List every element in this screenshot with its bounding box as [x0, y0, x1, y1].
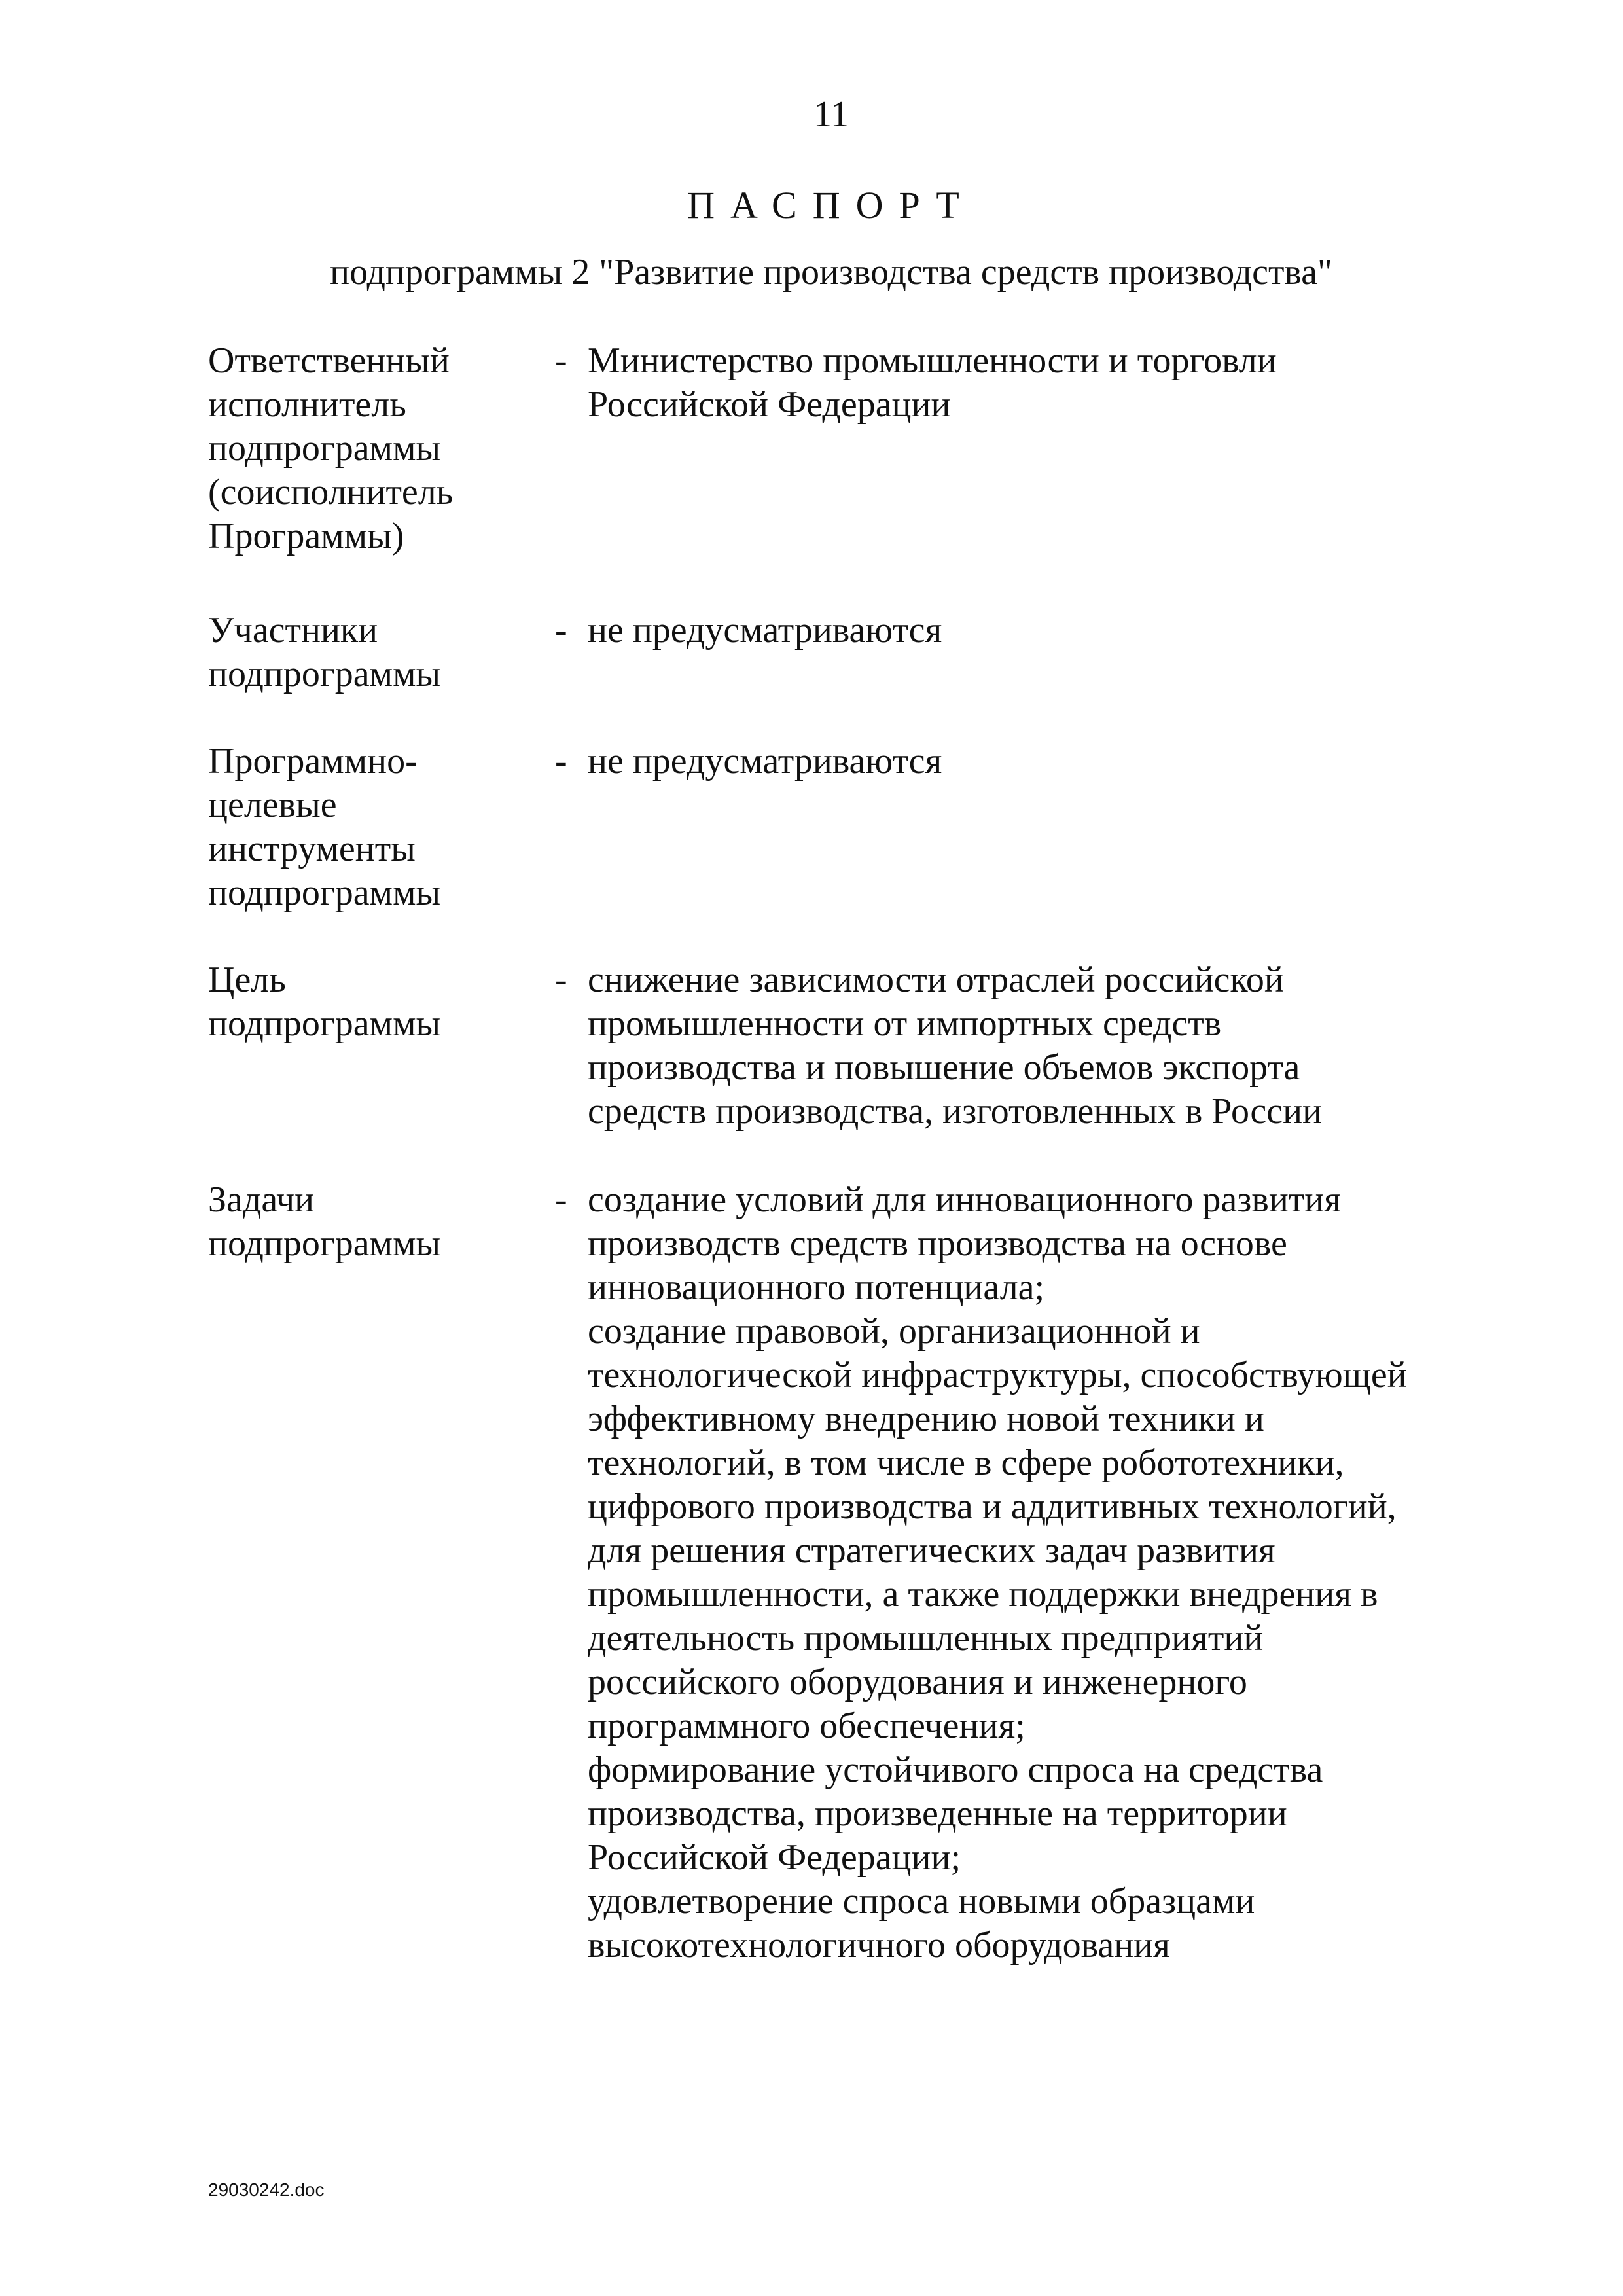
footer-file-name: 29030242.doc	[208, 2179, 325, 2200]
row-value: не предусматриваются	[588, 741, 942, 781]
row-value: не предусматриваются	[588, 610, 942, 651]
row-dash: -	[555, 741, 567, 781]
row-value: создание условий для инновационного развития производств средств производства на основе инновационного потенциала; создание правовой, организационной и технологической инфраструктуры, способствующей эффективному внедрению новой техники и технологий, в том числе в сфере робототехники, цифрового производства и аддитивных технологий, для решения стратегических задач развития промышленности, а также поддержки внедрения в деятельность промышленных предприятий российского оборудования и инженерного программного обеспечения; формирование устойчивого спроса на средства производства, произведенные на территории Российской Федерации; удовлетворение спроса новыми образцами высокотехнологичного оборудования	[588, 1179, 1407, 1965]
row-value: Министерство промышленности и торговли Российской Федерации	[588, 340, 1277, 425]
row-dash: -	[555, 1179, 567, 1220]
document-title: ПАСПОРТ	[687, 184, 975, 226]
row-dash: -	[555, 960, 567, 1000]
row-label: Программно- целевые инструменты подпрограммы	[208, 741, 441, 913]
row-label: Цель подпрограммы	[208, 960, 441, 1044]
row-label: Задачи подпрограммы	[208, 1179, 441, 1264]
row-dash: -	[555, 610, 567, 651]
document-subtitle: подпрограммы 2 "Развитие производства средств производства"	[330, 252, 1332, 293]
row-value: снижение зависимости отраслей российской промышленности от импортных средств производства и повышение объемов экспорта средств производства, изготовленных в России	[588, 960, 1323, 1132]
page-number: 11	[813, 94, 849, 135]
row-dash: -	[555, 340, 567, 381]
row-label: Участники подпрограммы	[208, 610, 441, 694]
row-label: Ответственный исполнитель подпрограммы (соисполнитель Программы)	[208, 340, 454, 556]
